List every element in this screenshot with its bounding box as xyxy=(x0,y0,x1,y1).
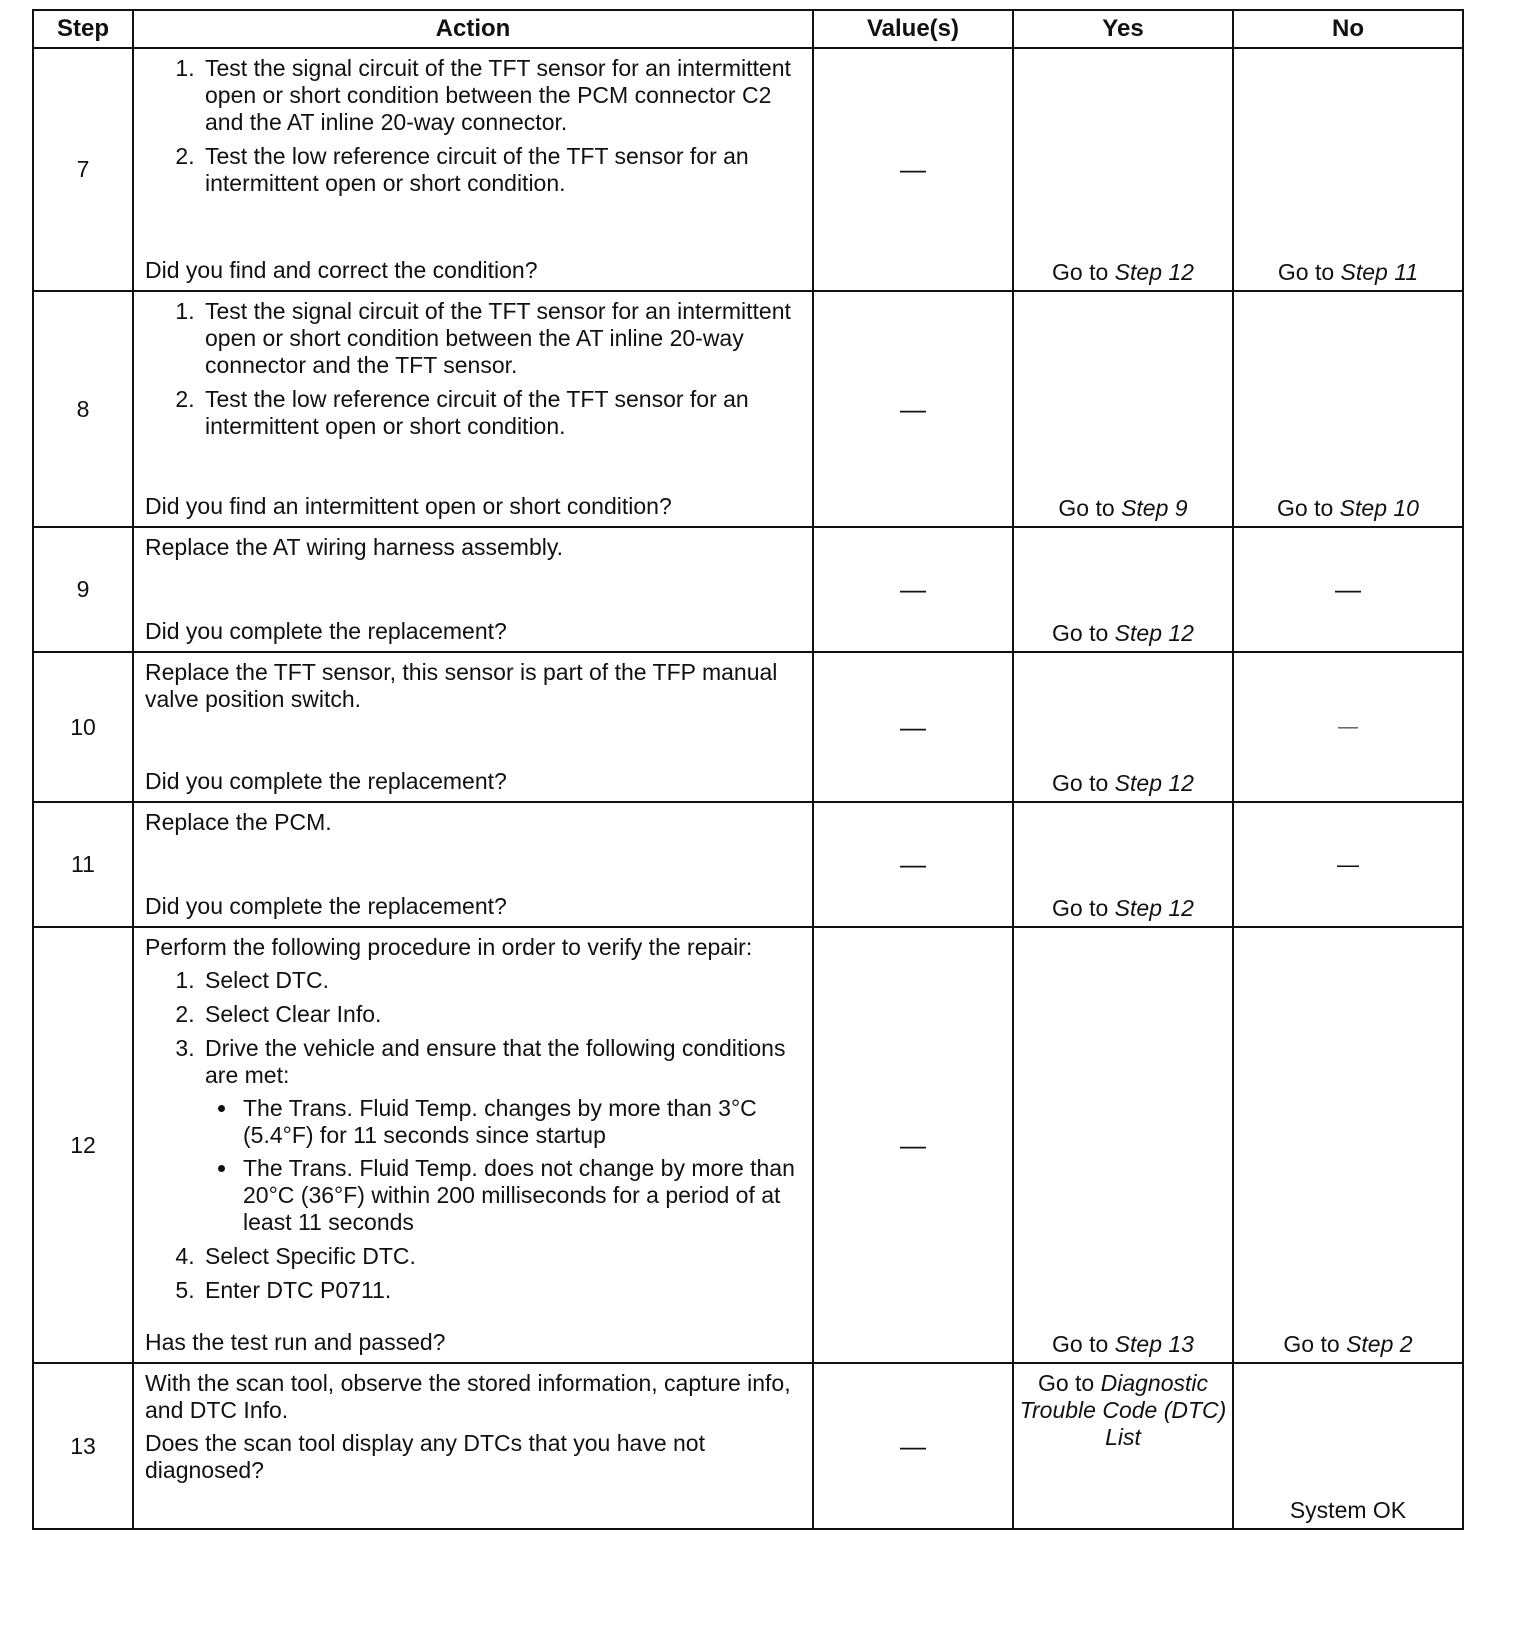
table-row xyxy=(33,48,1463,291)
action-cell xyxy=(133,48,813,291)
value-cell: — xyxy=(813,527,1013,652)
step-number: 8 xyxy=(33,291,133,527)
no-cell xyxy=(1233,291,1463,527)
yes-cell xyxy=(1013,527,1233,652)
step-number: 9 xyxy=(33,527,133,652)
action-question: Has the test run and passed? xyxy=(145,1329,446,1355)
procedure-block xyxy=(145,934,802,1311)
action-cell xyxy=(133,291,813,527)
table-row xyxy=(33,1363,1463,1529)
no-step-link[interactable]: Step 10 xyxy=(1339,495,1419,521)
action-step xyxy=(201,1035,802,1236)
go-to-text: Go to xyxy=(1283,1331,1340,1357)
yes-cell xyxy=(1013,652,1233,802)
action-steps xyxy=(145,55,802,204)
yes-step-link[interactable]: Step 9 xyxy=(1121,495,1188,521)
action-step: 1. Test the signal circuit of the TFT sensor for an intermittent open or short condition between the AT inline 20-way connector and the TFT sensor. xyxy=(201,298,802,379)
yes-cell xyxy=(1013,48,1233,291)
table-row xyxy=(33,652,1463,802)
header-row xyxy=(33,10,1463,48)
action-cell xyxy=(133,652,813,802)
value-cell: — xyxy=(813,291,1013,527)
condition-item: • The Trans. Fluid Temp. does not change by more than 20°C (36°F) within 200 milliseconds for a period of at least 11 seconds xyxy=(239,1155,802,1236)
action-question: Did you find and correct the condition? xyxy=(145,257,538,283)
step-number: 7 xyxy=(33,48,133,291)
value-cell: — xyxy=(813,802,1013,927)
yes-step-link[interactable]: Step 12 xyxy=(1114,259,1194,285)
go-to-text: Go to xyxy=(1058,495,1115,521)
yes-cell xyxy=(1013,927,1233,1363)
action-text: Replace the TFT sensor, this sensor is part of the TFP manual valve position switch. xyxy=(145,659,778,712)
no-step-link[interactable]: Step 11 xyxy=(1340,259,1419,285)
action-text: Replace the AT wiring harness assembly. xyxy=(145,534,564,560)
go-to-text: Go to xyxy=(1052,1331,1109,1357)
yes-step-link[interactable]: Step 12 xyxy=(1114,620,1194,646)
no-cell: — xyxy=(1233,527,1463,652)
action-text: With the scan tool, observe the stored information, capture info, and DTC Info. xyxy=(145,1370,791,1423)
go-to-text: Go to xyxy=(1052,620,1109,646)
no-cell: System OK xyxy=(1233,1363,1463,1529)
no-step-link[interactable]: Step 2 xyxy=(1346,1331,1413,1357)
action-intro: Perform the following procedure in order to verify the repair: xyxy=(145,934,753,960)
action-question: Did you complete the replacement? xyxy=(145,618,507,644)
no-cell xyxy=(1233,48,1463,291)
header-yes: Yes xyxy=(1013,10,1233,48)
action-step: 2. Test the low reference circuit of the TFT sensor for an intermittent open or short condition. xyxy=(201,386,802,440)
step-number: 11 xyxy=(33,802,133,927)
action-steps xyxy=(145,967,802,1304)
go-to-text: Go to xyxy=(1277,259,1335,285)
header-no: No xyxy=(1233,10,1463,48)
action-question: Does the scan tool display any DTCs that you have not diagnosed? xyxy=(145,1430,705,1483)
condition-list xyxy=(205,1095,802,1236)
action-question: Did you find an intermittent open or short condition? xyxy=(145,493,672,519)
yes-cell xyxy=(1013,802,1233,927)
action-text: Replace the PCM. xyxy=(145,809,332,835)
yes-step-link[interactable]: Step 12 xyxy=(1114,770,1194,796)
go-to-text: Go to xyxy=(1052,770,1109,796)
value-cell: — xyxy=(813,927,1013,1363)
go-to-text: Go to xyxy=(1277,495,1334,521)
yes-cell xyxy=(1013,291,1233,527)
value-cell: — xyxy=(813,48,1013,291)
table-row xyxy=(33,291,1463,527)
step-number: 12 xyxy=(33,927,133,1363)
yes-step-link[interactable]: Step 13 xyxy=(1114,1331,1194,1357)
no-cell xyxy=(1233,927,1463,1363)
table-row xyxy=(33,927,1463,1363)
value-cell: — xyxy=(813,652,1013,802)
header-step: Step xyxy=(33,10,133,48)
action-step: 2. Test the low reference circuit of the TFT sensor for an intermittent open or short condition. xyxy=(201,143,802,197)
action-step: 1. Select DTC. xyxy=(201,967,802,994)
no-cell: — xyxy=(1233,802,1463,927)
action-step-text: Drive the vehicle and ensure that the following conditions are met: xyxy=(205,1035,786,1088)
action-step: 2. Select Clear Info. xyxy=(201,1001,802,1028)
action-question: Did you complete the replacement? xyxy=(145,893,507,919)
action-cell xyxy=(133,1363,813,1529)
action-step: 1. Test the signal circuit of the TFT sensor for an intermittent open or short condition between the PCM connector C2 and the AT inline 20-way connector. xyxy=(201,55,802,136)
step-number: 10 xyxy=(33,652,133,802)
action-cell xyxy=(133,927,813,1363)
table-row xyxy=(33,802,1463,927)
step-number: 13 xyxy=(33,1363,133,1529)
yes-step-link[interactable]: Step 12 xyxy=(1114,895,1194,921)
header-values: Value(s) xyxy=(813,10,1013,48)
action-steps xyxy=(145,298,802,447)
action-question: Did you complete the replacement? xyxy=(145,768,507,794)
value-cell: — xyxy=(813,1363,1013,1529)
header-action: Action xyxy=(133,10,813,48)
no-cell: — xyxy=(1233,652,1463,802)
table-row xyxy=(33,527,1463,652)
go-to-text: Go to xyxy=(1052,259,1109,285)
yes-cell xyxy=(1013,1363,1233,1529)
action-cell xyxy=(133,802,813,927)
diagnostic-table xyxy=(32,9,1464,1530)
condition-item: • The Trans. Fluid Temp. changes by more than 3°C (5.4°F) for 11 seconds since startup xyxy=(239,1095,802,1149)
action-cell xyxy=(133,527,813,652)
go-to-text: Go to xyxy=(1037,1370,1095,1396)
action-step: 5. Enter DTC P0711. xyxy=(201,1277,802,1304)
go-to-text: Go to xyxy=(1052,895,1109,921)
dtc-list-link[interactable]: Diagnostic Trouble Code (DTC) List xyxy=(1019,1370,1227,1450)
action-step: 4. Select Specific DTC. xyxy=(201,1243,802,1270)
